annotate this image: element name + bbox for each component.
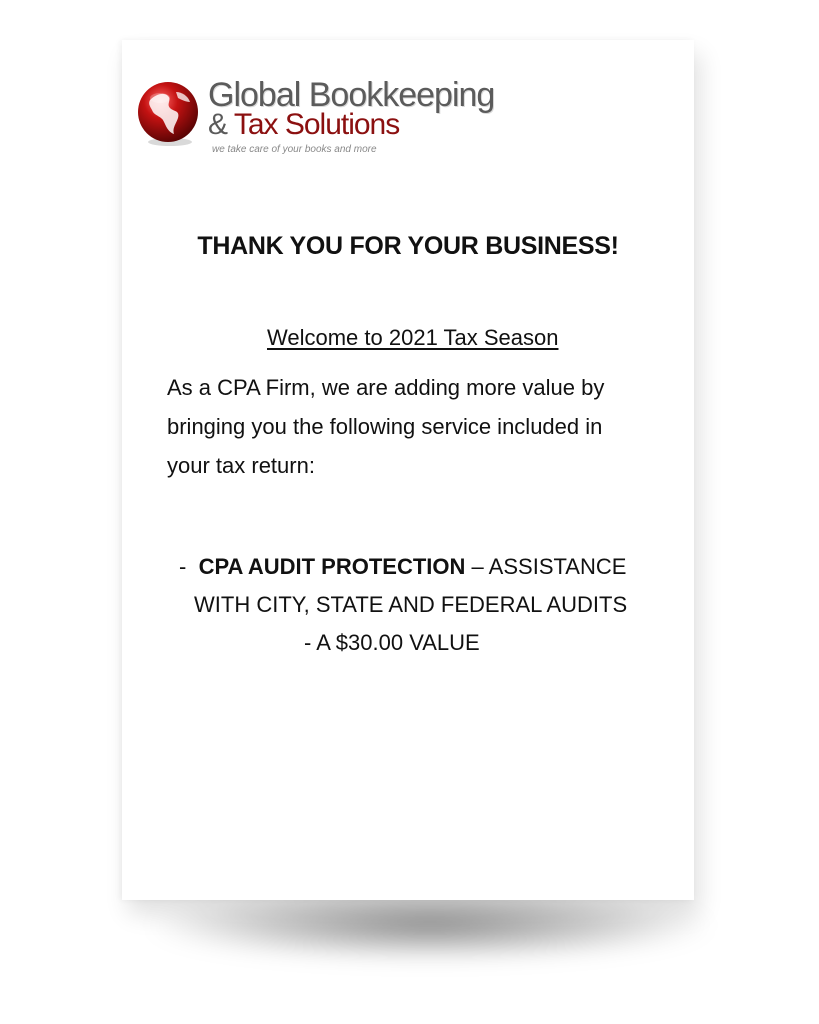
- page-shadow: [150, 890, 710, 960]
- offer-description-start: – ASSISTANCE: [471, 554, 627, 579]
- intro-line: bringing you the following service included in: [167, 414, 603, 439]
- document-page: [122, 40, 694, 900]
- offer-line-2: WITH CITY, STATE AND FEDERAL AUDITS: [194, 592, 628, 617]
- welcome-subheading: Welcome to 2021 Tax Season: [267, 325, 559, 350]
- logo-title-tax-solutions: Tax Solutions: [233, 108, 400, 141]
- offer-service-name: CPA AUDIT PROTECTION: [198, 554, 466, 579]
- intro-line: As a CPA Firm, we are adding more value by: [167, 375, 605, 400]
- logo-tagline: we take care of your books and more: [212, 144, 377, 155]
- intro-paragraph: [167, 368, 687, 485]
- company-logo: [136, 76, 516, 156]
- logo-title-line1: Global Bookkeeping: [208, 76, 495, 114]
- logo-ampersand: &: [208, 108, 228, 141]
- offer-line-1: [179, 548, 626, 586]
- offer-value: - A $30.00 VALUE: [304, 630, 480, 655]
- globe-icon: [136, 80, 204, 148]
- logo-title-line2: [208, 108, 399, 142]
- intro-line: your tax return:: [167, 453, 315, 478]
- offer-dash: -: [179, 554, 187, 579]
- thank-you-heading: THANK YOU FOR YOUR BUSINESS!: [197, 232, 619, 260]
